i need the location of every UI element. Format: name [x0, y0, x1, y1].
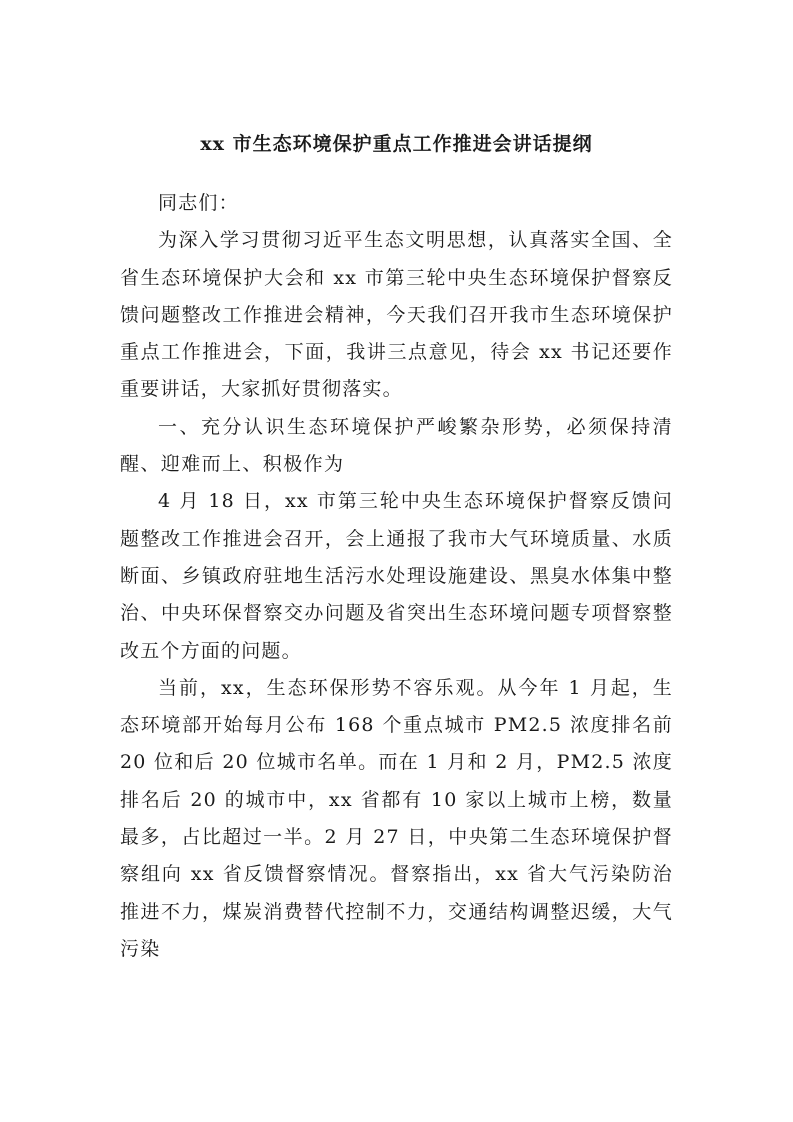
document-title: xx 市生态环境保护重点工作推进会讲话提纲 — [200, 133, 593, 155]
document-body — [120, 185, 673, 968]
intro-paragraph: 为深入学习贯彻习近平生态文明思想，认真落实全国、全省生态环境保护大会和 xx 市第三轮中央生态环境保护督察反馈问题整改工作推进会精神，今天我们召开我市生态环境保护重点工作推进会，下面，我讲三点意见，待会 xx 书记还要作重要讲话，大家抓好贯彻落实。 — [120, 229, 673, 401]
section-heading-1: 一、充分认识生态环境保护严峻繁杂形势，必须保持清醒、迎难而上、积极作为 — [120, 415, 673, 476]
body-paragraph: 当前，xx，生态环保形势不容乐观。从今年 1 月起，生态环境部开始每月公布 168 个重点城市 PM2.5 浓度排名前 20 位和后 20 位城市名单。而在 1 月和 2 月，PM2.5 浓度排名后 20 的城市中，xx 省都有 10 家以上城市上榜，数量最多，占比超过一半。2 月 27 日，中央第二生态环境保护督察组向 xx 省反馈督察情况。督察指出，xx 省大气污染防治推进不力，煤炭消费替代控制不力，交通结构调整迟缓，大气污染 — [120, 676, 673, 960]
salutation-paragraph: 同志们： — [158, 192, 239, 214]
body-paragraph: 4 月 18 日，xx 市第三轮中央生态环境保护督察反馈问题整改工作推进会召开，会上通报了我市大气环境质量、水质断面、乡镇政府驻地生活污水处理设施建设、黑臭水体集中整治、中央环保督察交办问题及省突出生态环境问题专项督察整改五个方面的问题。 — [120, 490, 673, 662]
